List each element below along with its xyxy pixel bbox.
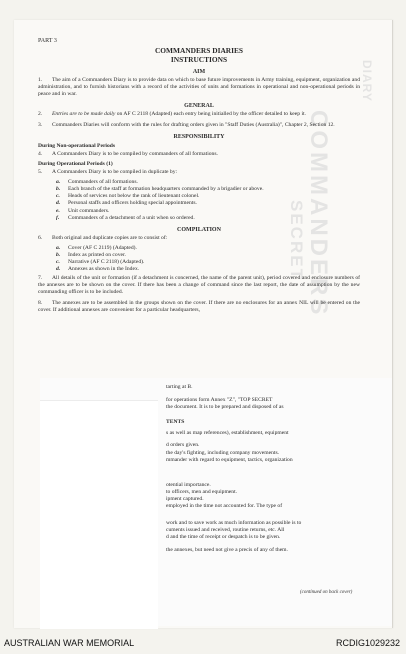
- text-fragment: cuments issued and received, routine returns, etc. All: [166, 527, 285, 534]
- document-subtitle: INSTRUCTIONS: [170, 55, 228, 64]
- text-fragment: tarting at B.: [166, 384, 193, 390]
- paragraph-5: 5. A Commanders Diary is to be compiled in duplicate by:: [38, 169, 178, 176]
- paragraph-7: 7. All details of the unit or formation (if a detachment is concerned, the name of the parent unit), period covered and enclosure numbers of the annexes are to be shown on the cover. If there has been a change of command since the last report, the date of assumption by the new commanding officer is to be included.: [38, 275, 360, 296]
- list-item: d. Annexes as shown in the Index.: [56, 266, 140, 273]
- operational-subhead: During Operational Periods (1): [38, 160, 113, 167]
- paragraph-6-list: [56, 245, 360, 273]
- compilation-heading: COMPILATION: [177, 226, 221, 233]
- text-fragment: ipment captured.: [166, 495, 204, 502]
- text-fragment: to officers, men and equipment.: [166, 488, 238, 495]
- paragraph-1: 1. The aim of a Commanders Diary is to provide data on which to base future improvements in Army training, equipment, organization and administration, and to furnish historians with a record of the activities of units and formations in operational and non-operational periods in peace and in war.: [38, 77, 360, 98]
- text-fragment: work and to save work as much information as possible is to: [166, 520, 302, 527]
- archive-reference: RCDIG1029232: [335, 638, 400, 648]
- paragraph-4: 4. A Commanders Diary is to be compiled by commanders of all formations.: [38, 150, 218, 157]
- list-item: f. Commanders of a detachment of a unit when so ordered.: [56, 214, 195, 221]
- text-fragment: for operations form Annex "Z", "TOP SECRET: [166, 397, 273, 404]
- paragraph-6: 6. Both original and duplicate copies are to consist of:: [38, 234, 168, 241]
- document-title: COMMANDERS DIARIES: [154, 46, 244, 55]
- general-heading: GENERAL: [184, 103, 214, 110]
- continued-note: (continued on back cover): [300, 590, 353, 595]
- bleed-through-text: COMMANDERS: [305, 110, 332, 318]
- paragraph-5-list: [56, 179, 360, 222]
- bleed-through-text: DIARY: [360, 60, 374, 102]
- text-fragment: TENTS: [166, 419, 185, 426]
- bleed-through-text: SECRET: [287, 200, 306, 281]
- paragraph-2: 2. Entries are to be made daily on AF C 2118 (Adapted) each entry being initialled by the officer detailed to keep it.: [38, 111, 306, 118]
- archive-name: AUSTRALIAN WAR MEMORIAL: [4, 638, 135, 648]
- part-label: PART 3: [38, 38, 57, 44]
- text-fragment: d orders given.: [166, 442, 200, 449]
- text-fragment: the document. It is to be prepared and disposed of as: [166, 404, 284, 411]
- instructions-body: [38, 38, 360, 317]
- list-item: c. Narrative (AF C 2118) (Adapted).: [56, 259, 145, 266]
- aim-heading: AIM: [192, 69, 206, 75]
- text-fragment: d and the time of receipt or despatch is to be given.: [166, 534, 281, 541]
- list-item: c. Heads of services not below the rank of lieutenant colonel.: [56, 193, 200, 200]
- partially-covered-text: [166, 384, 382, 555]
- blank-paper-slip: [40, 400, 158, 629]
- list-item: b. Each branch of the staff at formation headquarters commanded by a brigadier or above.: [56, 186, 264, 193]
- paragraph-8: 8. The annexes are to be assembled in the groups shown on the cover. If there are no enclosures for an annex NIL will be entered on the cover. If additional annexes are convenient for a particular headquarters,: [38, 299, 360, 313]
- list-item: d. Personal staffs and officers holding special appointments.: [56, 200, 197, 207]
- responsibility-heading: RESPONSIBILITY: [173, 133, 225, 140]
- text-fragment: the day's fighting, including company movements.: [166, 449, 280, 456]
- list-item: b. Index as printed on cover.: [56, 251, 126, 258]
- text-fragment: employed in the time not accounted for. The type of: [166, 503, 283, 510]
- text-fragment: s as well as map references), establishment, equipment: [166, 430, 289, 437]
- paragraph-3: 3. Commanders Diaries will conform with the rules for drafting orders given in "Staff Duties (Australia)", Chapter 2, Section 12.: [38, 121, 335, 128]
- text-fragment: mmander with regard to equipment, tactics, organization: [166, 456, 293, 463]
- text-fragment: otential importance.: [166, 481, 211, 488]
- non-operational-subhead: During Non-operational Periods: [38, 142, 116, 149]
- list-item: a. Cover (AF C 2119) (Adapted).: [56, 244, 137, 251]
- text-fragment: the annexes, but need not give a precis of any of them.: [166, 547, 288, 554]
- list-item: a. Commanders of all formations.: [56, 179, 138, 186]
- list-item: e. Unit commanders.: [56, 207, 110, 214]
